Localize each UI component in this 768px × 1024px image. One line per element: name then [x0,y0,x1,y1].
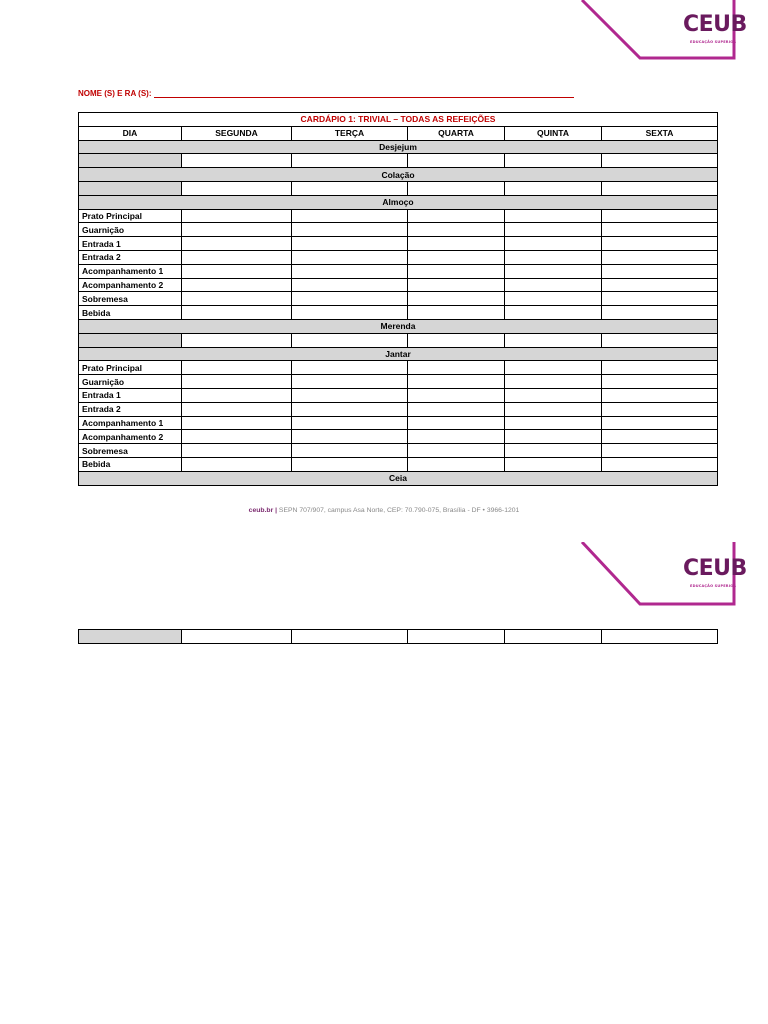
table-cell[interactable] [505,209,602,223]
table-title: CARDÁPIO 1: TRIVIAL – TODAS AS REFEIÇÕES [79,113,718,127]
table-cell[interactable] [602,416,718,430]
header-segunda: SEGUNDA [182,126,292,140]
table-row [79,154,718,168]
table-cell[interactable] [182,237,292,251]
table-cell[interactable] [408,333,505,347]
page-footer [0,507,768,514]
logo-subtitle: EDUCAÇÃO SUPERIOR [690,584,737,588]
section-row [79,195,718,209]
row-label-cell [79,333,182,347]
table-cell[interactable] [292,306,408,320]
table-row [79,361,718,375]
table-cell[interactable] [602,388,718,402]
table-cell[interactable] [602,333,718,347]
row-label: Entrada 2 [79,402,182,416]
table-cell[interactable] [292,375,408,389]
table-cell[interactable] [292,154,408,168]
table-cell[interactable] [408,223,505,237]
section-desjejum: Desjejum [79,140,718,154]
table-cell[interactable] [602,223,718,237]
table-cell[interactable] [408,278,505,292]
table-cell[interactable] [602,444,718,458]
header-quinta: QUINTA [505,126,602,140]
table-cell[interactable] [602,402,718,416]
table-cell[interactable] [182,416,292,430]
table-row [79,402,718,416]
table-cell[interactable] [602,430,718,444]
footer-brand-link[interactable]: ceub.br [248,507,274,514]
table-cell[interactable] [182,375,292,389]
row-label: Bebida [79,306,182,320]
table-cell[interactable] [408,209,505,223]
table-cell[interactable] [505,306,602,320]
table-cell[interactable] [292,630,408,644]
table-cell[interactable] [602,630,718,644]
names-field[interactable] [78,89,574,98]
ceub-logo-page-2 [580,542,747,612]
table-cell[interactable] [505,264,602,278]
table-cell[interactable] [182,444,292,458]
section-ceia: Ceia [79,471,718,485]
row-label: Entrada 2 [79,250,182,264]
table-cell[interactable] [505,154,602,168]
table-cell[interactable] [602,306,718,320]
table-row [79,181,718,195]
table-cell[interactable] [182,333,292,347]
table-cell[interactable] [408,430,505,444]
table-cell[interactable] [505,361,602,375]
table-cell[interactable] [408,402,505,416]
table-row [79,416,718,430]
table-cell[interactable] [182,292,292,306]
table-cell[interactable] [505,375,602,389]
table-cell[interactable] [505,402,602,416]
table-title-row [79,113,718,127]
table-cell[interactable] [602,209,718,223]
table-cell[interactable] [292,223,408,237]
table-cell[interactable] [292,250,408,264]
row-label: Guarnição [79,223,182,237]
table-row [79,375,718,389]
names-label: NOME (S) E RA (S): [78,89,154,98]
table-cell[interactable] [292,278,408,292]
row-label: Entrada 1 [79,237,182,251]
table-cell[interactable] [505,430,602,444]
ceub-logo [580,0,747,70]
table-cell[interactable] [182,223,292,237]
table-cell[interactable] [182,264,292,278]
header-terca: TERÇA [292,126,408,140]
table-row [79,237,718,251]
table-cell[interactable] [505,292,602,306]
table-cell[interactable] [182,402,292,416]
row-label: Entrada 1 [79,388,182,402]
table-cell[interactable] [602,375,718,389]
table-cell[interactable] [505,181,602,195]
section-row [79,471,718,485]
table-cell[interactable] [505,250,602,264]
table-row [79,457,718,471]
row-label: Prato Principal [79,361,182,375]
table-cell[interactable] [292,388,408,402]
row-label: Prato Principal [79,209,182,223]
table-cell[interactable] [292,292,408,306]
table-row [79,306,718,320]
footer-address: SEPN 707/907, campus Asa Norte, CEP: 70.790-075, Brasília - DF • 3966-1201 [277,507,520,514]
header-quarta: QUARTA [408,126,505,140]
table-cell[interactable] [602,181,718,195]
table-row [79,209,718,223]
menu-table-continued [78,629,718,644]
table-cell[interactable] [505,333,602,347]
table-cell[interactable] [505,278,602,292]
table-cell[interactable] [408,181,505,195]
logo-text: CEUB [683,12,747,37]
table-cell[interactable] [602,250,718,264]
row-label-cell [79,154,182,168]
row-label-cell [79,181,182,195]
table-cell[interactable] [182,361,292,375]
table-cell[interactable] [182,278,292,292]
table-cell[interactable] [602,154,718,168]
table-cell[interactable] [408,375,505,389]
table-cell[interactable] [182,181,292,195]
table-cell[interactable] [182,388,292,402]
table-cell[interactable] [408,361,505,375]
table-row [79,333,718,347]
table-cell[interactable] [505,457,602,471]
row-label: Sobremesa [79,292,182,306]
header-sexta: SEXTA [602,126,718,140]
table-row [79,250,718,264]
table-cell[interactable] [505,388,602,402]
row-label: Bebida [79,457,182,471]
table-cell[interactable] [408,457,505,471]
footer-separator: | [275,507,278,514]
header-row [79,126,718,140]
table-row [79,388,718,402]
table-cell[interactable] [182,154,292,168]
table-cell[interactable] [602,457,718,471]
table-cell[interactable] [602,264,718,278]
section-row [79,140,718,154]
table-row [79,630,718,644]
table-cell[interactable] [292,333,408,347]
table-row [79,292,718,306]
table-cell[interactable] [408,250,505,264]
names-blank-line[interactable] [154,89,574,98]
header-dia: DIA [79,126,182,140]
table-cell[interactable] [182,306,292,320]
table-cell[interactable] [292,402,408,416]
section-row [79,319,718,333]
table-cell[interactable] [292,416,408,430]
row-label: Sobremesa [79,444,182,458]
table-cell[interactable] [602,237,718,251]
table-cell[interactable] [182,209,292,223]
table-cell[interactable] [602,278,718,292]
table-cell[interactable] [292,457,408,471]
table-cell[interactable] [292,181,408,195]
table-row [79,444,718,458]
table-row [79,430,718,444]
table-cell[interactable] [292,264,408,278]
table-cell[interactable] [292,209,408,223]
section-almoco: Almoço [79,195,718,209]
table-cell[interactable] [182,457,292,471]
section-row [79,347,718,361]
row-label: Acompanhamento 1 [79,416,182,430]
table-row [79,264,718,278]
row-label: Acompanhamento 2 [79,278,182,292]
table-cell[interactable] [408,630,505,644]
table-cell[interactable] [292,444,408,458]
section-row [79,168,718,182]
table-cell[interactable] [602,361,718,375]
section-colacao: Colação [79,168,718,182]
row-label: Acompanhamento 1 [79,264,182,278]
table-cell[interactable] [408,154,505,168]
table-cell[interactable] [408,306,505,320]
table-row [79,278,718,292]
table-cell[interactable] [182,250,292,264]
table-cell[interactable] [408,264,505,278]
row-label: Guarnição [79,375,182,389]
table-cell[interactable] [408,237,505,251]
section-jantar: Jantar [79,347,718,361]
table-cell[interactable] [602,292,718,306]
logo-text: CEUB [683,556,747,581]
logo-subtitle: EDUCAÇÃO SUPERIOR [690,40,737,44]
table-cell[interactable] [292,361,408,375]
table-cell[interactable] [292,237,408,251]
table-cell[interactable] [505,223,602,237]
table-row [79,223,718,237]
table-cell[interactable] [505,444,602,458]
table-cell[interactable] [182,630,292,644]
table-cell[interactable] [505,630,602,644]
menu-table [78,112,718,486]
table-cell[interactable] [408,388,505,402]
table-cell[interactable] [505,237,602,251]
table-cell[interactable] [408,416,505,430]
table-cell[interactable] [182,430,292,444]
table-cell[interactable] [505,416,602,430]
table-cell[interactable] [292,430,408,444]
table-cell[interactable] [408,444,505,458]
row-label-cell [79,630,182,644]
table-cell[interactable] [408,292,505,306]
section-merenda: Merenda [79,319,718,333]
row-label: Acompanhamento 2 [79,430,182,444]
